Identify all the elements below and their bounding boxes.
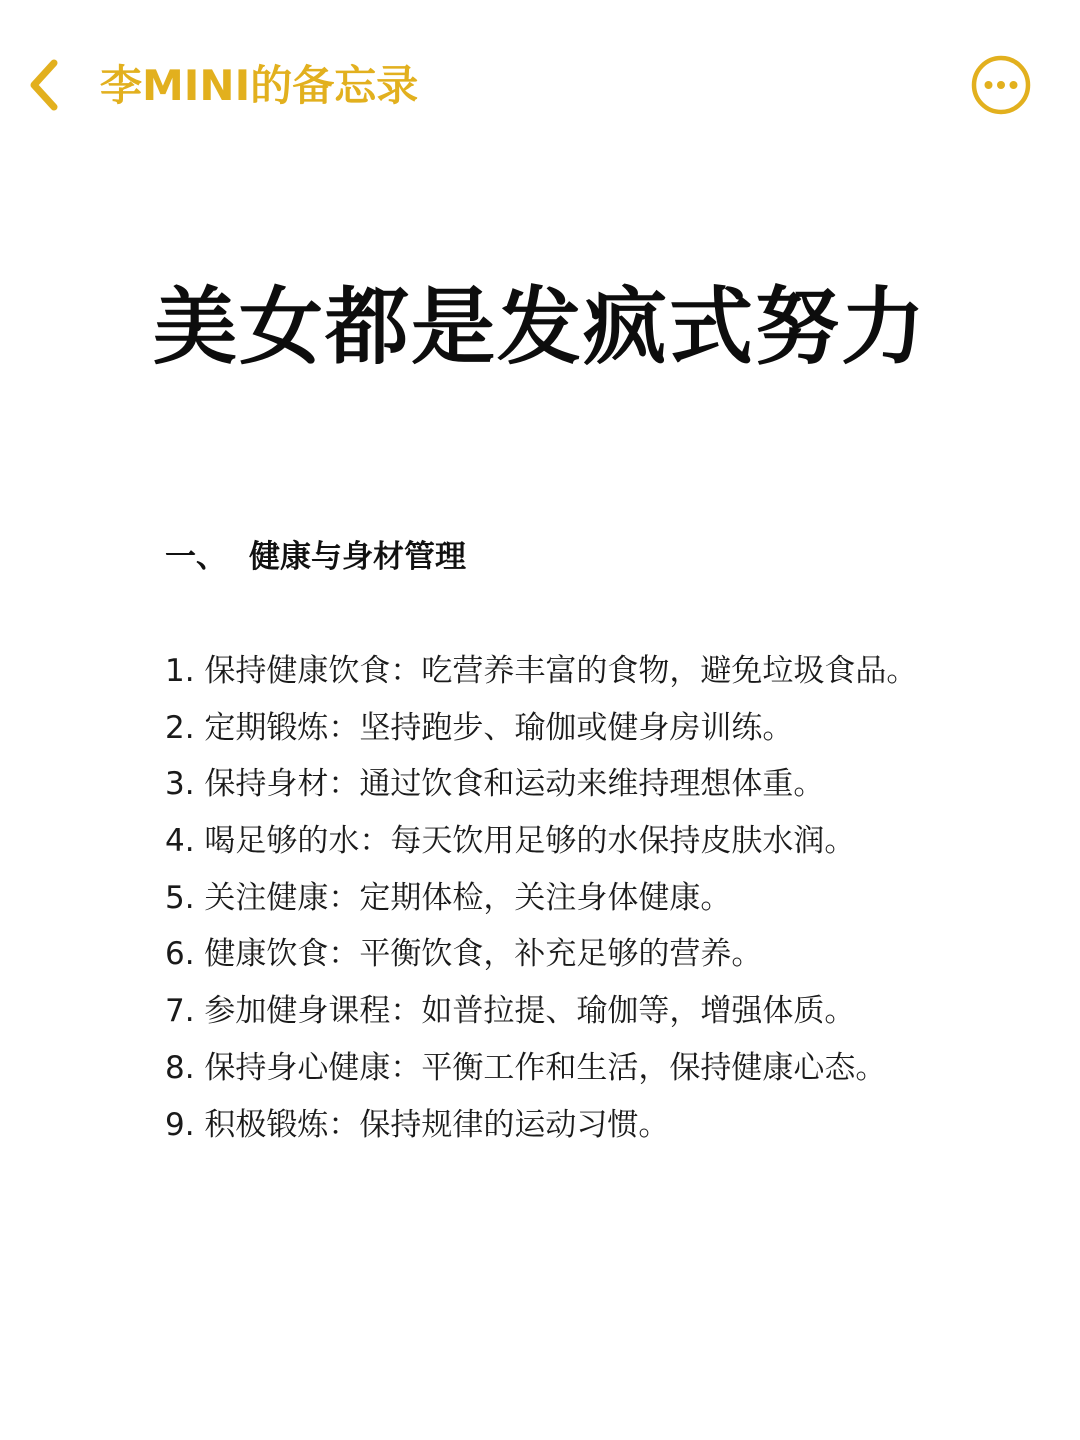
chevron-left-icon (24, 55, 64, 115)
list-item: 1. 保持健康饮食：吃营养丰富的食物，避免垃圾食品。 (165, 653, 918, 689)
note-item-list (165, 643, 1045, 1153)
section-number: 一、 (165, 539, 227, 575)
back-button[interactable] (14, 50, 74, 120)
section-heading (165, 532, 466, 582)
list-item: 3. 保持身材：通过饮食和运动来维持理想体重。 (165, 766, 825, 803)
top-navigation-bar (0, 0, 1080, 170)
list-item: 2. 定期锻炼：坚持跑步、瑜伽或健身房训练。 (165, 709, 794, 746)
list-item: 7. 参加健身课程：如普拉提、瑜伽等，增强体质。 (165, 993, 856, 1030)
list-item: 4. 喝足够的水：每天饮用足够的水保持皮肤水润。 (165, 823, 856, 860)
note-title: 美女都是发疯式努力 (152, 278, 927, 376)
list-item: 5. 关注健康：定期体检，关注身体健康。 (165, 879, 732, 916)
list-item: 9. 积极锻炼：保持规律的运动习惯。 (165, 1106, 670, 1143)
list-item: 6. 健康饮食：平衡饮食，补充足够的营养。 (165, 936, 763, 973)
list-item: 8. 保持身心健康：平衡工作和生活，保持健康心态。 (165, 1049, 887, 1086)
nav-title: 李MINI的备忘录 (100, 61, 419, 110)
more-button[interactable] (970, 54, 1032, 116)
more-horizontal-icon (970, 54, 1032, 116)
section-heading-text: 健康与身材管理 (249, 539, 466, 575)
